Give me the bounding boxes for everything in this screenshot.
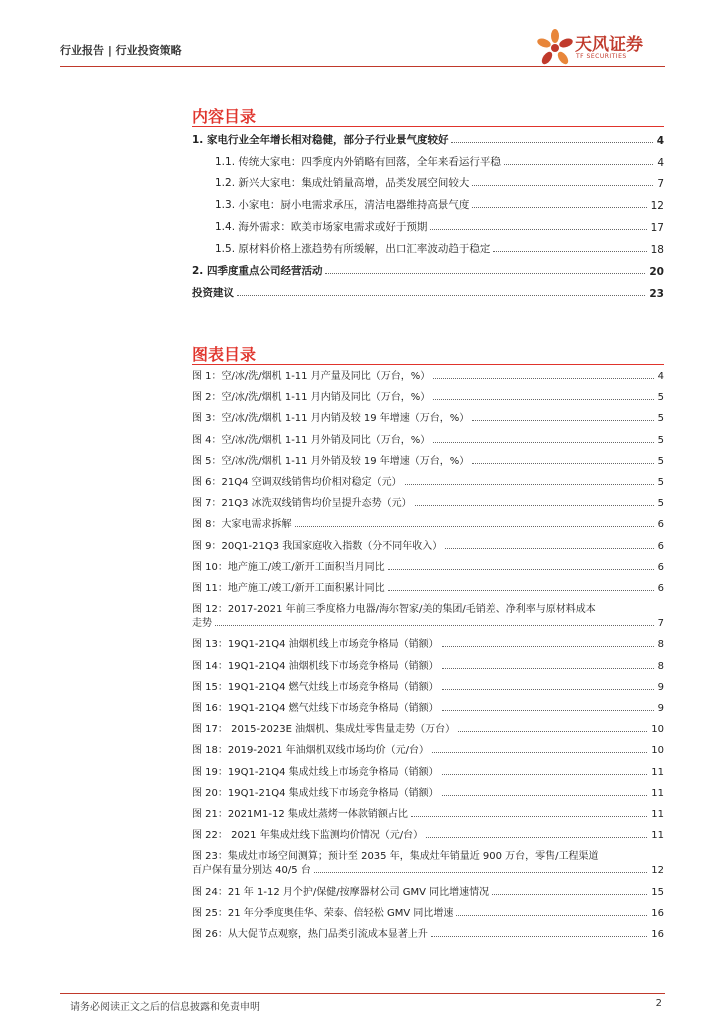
toc-entry[interactable] [192, 262, 664, 278]
figure-entry-page: 16 [651, 907, 664, 919]
figure-entry-page: 6 [657, 583, 664, 594]
figure-entry-label: 百户保有量分别达 40/5 台 [192, 865, 311, 877]
figure-entry[interactable] [192, 827, 664, 841]
figure-entry-label: 图 13：19Q1-21Q4 油烟机线上市场竞争格局（销额） [192, 639, 439, 651]
toc-entry-label: 1.5. 原材料价格上涨趋势有所缓解，出口汇率波动趋于稳定 [215, 241, 493, 256]
toc-entry-label: 1.1. 传统大家电：四季度内外销略有回落，全年来看运行平稳 [215, 154, 504, 169]
figure-entry-label: 图 23：集成灶市场空间测算；预计至 2035 年，集成灶年销量近 900 万台，零售/工程渠道 [192, 851, 599, 863]
figure-entry[interactable] [192, 721, 664, 735]
figure-entry-page: 9 [657, 703, 664, 714]
figure-entry-label: 图 18：2019-2021 年油烟机双线市场均价（元/台） [192, 745, 429, 757]
toc-title: 内容目录 [192, 107, 257, 126]
figure-entry[interactable] [192, 884, 664, 898]
figure-entry[interactable] [192, 636, 664, 650]
figure-entry-page: 10 [651, 724, 664, 736]
logo-subtitle: TF SECURITIES [576, 53, 627, 60]
figure-entry-page: 15 [651, 886, 664, 898]
figure-entry[interactable] [192, 806, 664, 820]
figure-entry-page: 12 [651, 865, 664, 877]
figure-leader-dots [442, 668, 654, 669]
figure-leader-dots [442, 795, 648, 796]
flower-logo-icon [535, 28, 575, 68]
figure-entry-page: 9 [657, 681, 664, 693]
figure-entry-label: 图 6：21Q4 空调双线销售均价相对稳定（元） [192, 477, 402, 488]
toc-entry-page: 23 [649, 288, 664, 300]
figure-entry-page: 6 [657, 540, 664, 552]
footer-disclaimer[interactable]: 请务必阅读正文之后的信息披露和免责申明 [70, 1002, 260, 1013]
figure-leader-dots [388, 590, 654, 591]
figure-leader-dots [442, 689, 654, 690]
figure-entry-label: 图 16：19Q1-21Q4 燃气灶线下市场竞争格局（销额） [192, 703, 439, 714]
figure-entry-page: 11 [651, 830, 664, 842]
figure-entry-label: 图 12：2017-2021 年前三季度格力电器/海尔智家/美的集团/毛销差、净利率与原材料成本 [192, 604, 596, 616]
toc-entry[interactable] [215, 218, 664, 234]
figure-entry-label: 走势 [192, 618, 212, 630]
figure-entry-page: 11 [651, 766, 664, 778]
figures-title: 图表目录 [192, 345, 257, 364]
figure-leader-dots [295, 526, 654, 527]
figure-entry-label: 图 9：20Q1-21Q3 我国家庭收入指数（分不同年收入） [192, 540, 443, 552]
figure-leader-dots [442, 774, 648, 775]
toc-leader-dots [325, 273, 645, 274]
figure-entry-page: 5 [657, 413, 664, 425]
figure-leader-dots [432, 752, 647, 753]
figure-leader-dots [405, 484, 654, 485]
figure-leader-dots [433, 378, 653, 379]
toc-entry-label: 投资建议 [192, 285, 237, 300]
figure-entry-page: 11 [651, 787, 664, 799]
page-number: 2 [655, 998, 662, 1009]
figure-entry-page: 6 [657, 519, 664, 531]
toc-entry[interactable] [215, 196, 664, 212]
logo-name: 天风证券 [575, 35, 643, 55]
figure-entry-page: 8 [657, 660, 664, 672]
figure-entry[interactable] [192, 926, 664, 940]
figure-entry-page: 16 [651, 929, 664, 940]
figure-entry-page: 6 [657, 561, 664, 573]
toc-leader-dots [237, 295, 645, 296]
figure-entry-page: 5 [657, 392, 664, 404]
toc-leader-dots [451, 142, 652, 143]
figure-leader-dots [472, 420, 653, 421]
figure-entry[interactable] [192, 764, 664, 778]
toc-leader-dots [504, 164, 653, 165]
figure-leader-dots [445, 548, 653, 549]
figure-entry[interactable] [192, 742, 664, 756]
figure-entry-page: 10 [651, 745, 664, 757]
figure-entry[interactable] [192, 905, 664, 919]
toc-entry-page: 4 [656, 135, 664, 147]
figure-entry-label: 图 22： 2021 年集成灶线下监测均价情况（元/台） [192, 830, 424, 842]
figure-entry-label: 图 10：地产施工/竣工/新开工面积当月同比 [192, 561, 385, 573]
figure-entry[interactable] [192, 559, 664, 573]
figure-leader-dots [456, 915, 647, 916]
figure-entry-page: 5 [657, 498, 664, 510]
figure-entry[interactable] [192, 658, 664, 672]
figure-leader-dots [415, 505, 654, 506]
figure-leader-dots [388, 569, 654, 570]
toc-entry[interactable] [192, 284, 664, 300]
toc-entry-page: 7 [657, 178, 664, 190]
figure-leader-dots [492, 894, 647, 895]
figure-entry[interactable] [192, 848, 664, 876]
figure-entry-label: 图 4：空/冰/洗/烟机 1-11 月外销及同比（万台，%） [192, 434, 431, 446]
figure-entry[interactable] [192, 516, 664, 530]
figure-entry[interactable] [192, 679, 664, 693]
figure-entry[interactable] [192, 410, 664, 424]
figure-entry-label: 图 1：空/冰/洗/烟机 1-11 月产量及同比（万台，%） [192, 371, 431, 382]
figure-entry[interactable] [192, 538, 664, 552]
toc-entry-label: 1.4. 海外需求：欧美市场家电需求或好于预期 [215, 219, 430, 234]
toc-entry-label: 2. 四季度重点公司经营活动 [192, 263, 325, 278]
figure-entry-page: 7 [657, 618, 664, 630]
figure-entry-page: 5 [657, 434, 664, 446]
toc-leader-dots [493, 251, 646, 252]
toc-entry-page: 20 [649, 266, 664, 278]
report-category: 行业报告 | 行业投资策略 [60, 44, 182, 57]
toc-leader-dots [472, 185, 653, 186]
figure-entry-label: 图 5：空/冰/洗/烟机 1-11 月外销及较 19 年增速（万台，%） [192, 455, 470, 467]
toc-entry[interactable] [215, 153, 664, 169]
figure-leader-dots [314, 872, 647, 873]
figure-entry-label: 图 15：19Q1-21Q4 燃气灶线上市场竞争格局（销额） [192, 681, 439, 693]
figures-title-rule [192, 364, 664, 365]
figure-leader-dots [215, 625, 654, 626]
footer-divider [60, 993, 665, 994]
figure-entry-label: 图 11：地产施工/竣工/新开工面积累计同比 [192, 583, 385, 594]
figure-entry-label: 图 14：19Q1-21Q4 油烟机线下市场竞争格局（销额） [192, 660, 439, 672]
figure-entry-page: 8 [657, 639, 664, 651]
figure-entry[interactable] [192, 474, 664, 488]
figure-entry-label: 图 3：空/冰/洗/烟机 1-11 月内销及较 19 年增速（万台，%） [192, 413, 470, 425]
toc-entry[interactable] [215, 240, 664, 256]
toc-entry-label: 1. 家电行业全年增长相对稳健，部分子行业景气度较好 [192, 132, 451, 147]
toc-title-rule [192, 126, 664, 127]
figure-leader-dots [442, 710, 654, 711]
figure-entry[interactable] [192, 453, 664, 467]
toc-entry-label: 1.2. 新兴大家电：集成灶销量高增，品类发展空间较大 [215, 175, 472, 190]
toc-leader-dots [430, 229, 646, 230]
figure-entry-page: 4 [657, 371, 664, 382]
figure-entry-label: 图 21：2021M1-12 集成灶蒸烤一体款销额占比 [192, 809, 408, 820]
page-header [60, 35, 665, 68]
figure-entry-label: 图 26：从大促节点观察，热门品类引流成本显著上升 [192, 929, 428, 940]
figure-leader-dots [433, 442, 653, 443]
figure-entry[interactable] [192, 785, 664, 799]
header-divider [60, 66, 665, 67]
toc-leader-dots [472, 207, 646, 208]
toc-entry[interactable] [215, 174, 664, 190]
figure-leader-dots [442, 646, 654, 647]
figure-entry[interactable] [192, 495, 664, 509]
figure-entry-page: 11 [651, 809, 664, 820]
figure-entry[interactable] [192, 389, 664, 403]
figure-entry-page: 5 [657, 455, 664, 467]
figure-entry-label: 图 19：19Q1-21Q4 集成灶线上市场竞争格局（销额） [192, 766, 439, 778]
figure-entry-label: 图 24：21 年 1-12 月个护/保健/按摩器材公司 GMV 同比增速情况 [192, 886, 490, 898]
figure-entry[interactable] [192, 580, 664, 594]
toc-entry-page: 18 [650, 244, 664, 256]
figure-leader-dots [426, 837, 647, 838]
toc-entry-page: 17 [650, 222, 664, 234]
figure-entry-label: 图 20：19Q1-21Q4 集成灶线下市场竞争格局（销额） [192, 787, 439, 799]
figure-leader-dots [458, 731, 647, 732]
figure-leader-dots [431, 936, 647, 937]
toc-entry[interactable] [192, 131, 664, 147]
figure-entry-label: 图 17： 2015-2023E 油烟机、集成灶零售量走势（万台） [192, 724, 456, 736]
figure-leader-dots [411, 816, 647, 817]
toc-entry-page: 12 [650, 200, 664, 212]
toc-entry-page: 4 [657, 157, 664, 169]
figure-leader-dots [472, 463, 653, 464]
figure-entry[interactable] [192, 368, 664, 382]
figure-entry-label: 图 25：21 年分季度奥佳华、荣泰、倍轻松 GMV 同比增速 [192, 907, 454, 919]
figure-entry[interactable] [192, 432, 664, 446]
figure-entry-label: 图 8：大家电需求拆解 [192, 519, 292, 531]
figure-entry[interactable] [192, 601, 664, 629]
figure-entry-page: 5 [657, 477, 664, 488]
toc-entry-label: 1.3. 小家电：厨小电需求承压，清洁电器维持高景气度 [215, 197, 472, 212]
figure-leader-dots [433, 399, 653, 400]
figure-entry-label: 图 2：空/冰/洗/烟机 1-11 月内销及同比（万台，%） [192, 392, 431, 404]
figure-entry[interactable] [192, 700, 664, 714]
figure-entry-label: 图 7：21Q3 冰洗双线销售均价呈提升态势（元） [192, 498, 412, 510]
